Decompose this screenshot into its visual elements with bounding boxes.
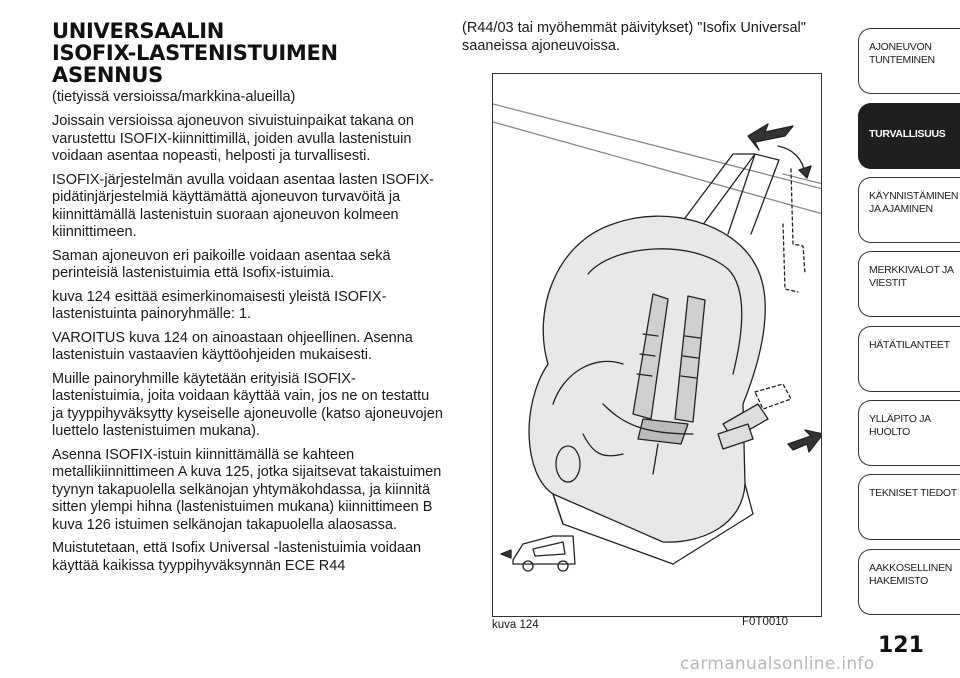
tab-label: TURVALLISUUS [869, 128, 946, 140]
left-column [52, 20, 444, 581]
paragraph: Joissain versioissa ajoneuvon sivuistuinpaikat takana on varustettu ISOFIX-kiinnittimillä, joiden avulla lastenistuin voidaan asentaa nopeasti, helposti ja turvallisesti. [52, 113, 414, 164]
tab-turvallisuus[interactable] [858, 103, 960, 169]
right-column-text: (R44/03 tai myöhemmät päivitykset) "Isofix Universal" saaneissa ajoneuvoissa. [462, 20, 806, 54]
section-subtitle: (tietyissä versioissa/markkina-alueilla) [52, 89, 296, 105]
watermark: carmanualsonline.info [680, 654, 875, 674]
paragraph: Asenna ISOFIX-istuin kiinnittämällä se kahteen metallikiinnittimeen A kuva 125, jotka sijaitsevat takaistuimen tyynyn takapuolella selkänojan yhtymäkohdassa, ja kiinnitä sitten ylempi hihna (lastenistuimen mukana) kiinnittimeen B kuva 126 istuimen selkänojan takapuolella alaosassa. [52, 446, 442, 533]
chapter-tabs [858, 0, 960, 678]
paragraph: Muistutetaan, että Isofix Universal -lastenistuimia voidaan käyttää kaikissa tyyppihyväksynnän ECE R44 [52, 540, 422, 574]
tab-aakkosellinen-hakemisto[interactable] [858, 549, 960, 615]
section-title [52, 20, 444, 86]
tab-label: YLLÄPITO JA HUOLTO [869, 413, 931, 438]
tab-ajoneuvon-tunteminen[interactable] [858, 28, 960, 94]
paragraph: ISOFIX-järjestelmän avulla voidaan asentaa lasten ISOFIX-pidätinjärjestelmiä käyttämättä ajoneuvon turvavöitä ja kiinnittämällä lastenistuin suoraan ajoneuvon kolmeen kiinnittimeen. [52, 171, 435, 240]
tab-label: AJONEUVON TUNTEMINEN [869, 41, 935, 66]
child-seat-illustration [493, 74, 822, 617]
tab-merkkivalot-ja-viestit[interactable] [858, 251, 960, 317]
page-number: 121 [878, 633, 924, 658]
tab-label: KÄYNNISTÄMINEN JA AJAMINEN [869, 190, 959, 215]
tab-yllapito-ja-huolto[interactable] [858, 400, 960, 466]
figure-code: F0T0010 [742, 616, 789, 628]
tab-label: MERKKIVALOT JA VIESTIT [869, 264, 954, 289]
tab-tekniset-tiedot[interactable] [858, 474, 960, 540]
title-line-2: ISOFIX-LASTENISTUIMEN ASENNUS [52, 41, 338, 87]
car-pictogram-icon [501, 536, 575, 571]
figure-caption: kuva 124 [492, 619, 539, 631]
paragraph: Saman ajoneuvon eri paikoille voidaan asentaa sekä perinteisiä lastenistuimia että Isofix-istuimia. [52, 247, 391, 281]
tab-label: HÄTÄTILANTEET [869, 339, 950, 351]
figure-child-seat [492, 73, 822, 617]
tab-label: TEKNISET TIEDOT [869, 487, 957, 499]
tab-hatatilanteet[interactable] [858, 326, 960, 392]
paragraph: kuva 124 esittää esimerkinomaisesti yleistä ISOFIX-lastenistuinta painoryhmälle: 1. [52, 288, 387, 322]
paragraph: Muille painoryhmille käytetään erityisiä ISOFIX-lastenistuimia, joita voidaan käyttää vain, jos ne on testattu ja tyyppihyväksytty kyseiselle ajoneuvolle (katso ajoneuvojen luettelo lastenistuimen mukana). [52, 370, 443, 439]
warning-paragraph: VAROITUS kuva 124 on ainoastaan ohjeellinen. Asenna lastenistuin vastaavien käyttöohjeiden mukaisesti. [52, 329, 413, 363]
title-line-1: UNIVERSAALIN [52, 19, 225, 43]
tab-label: AAKKOSELLINEN HAKEMISTO [869, 562, 953, 587]
tab-kaynnistaminen-ja-ajaminen[interactable] [858, 177, 960, 243]
